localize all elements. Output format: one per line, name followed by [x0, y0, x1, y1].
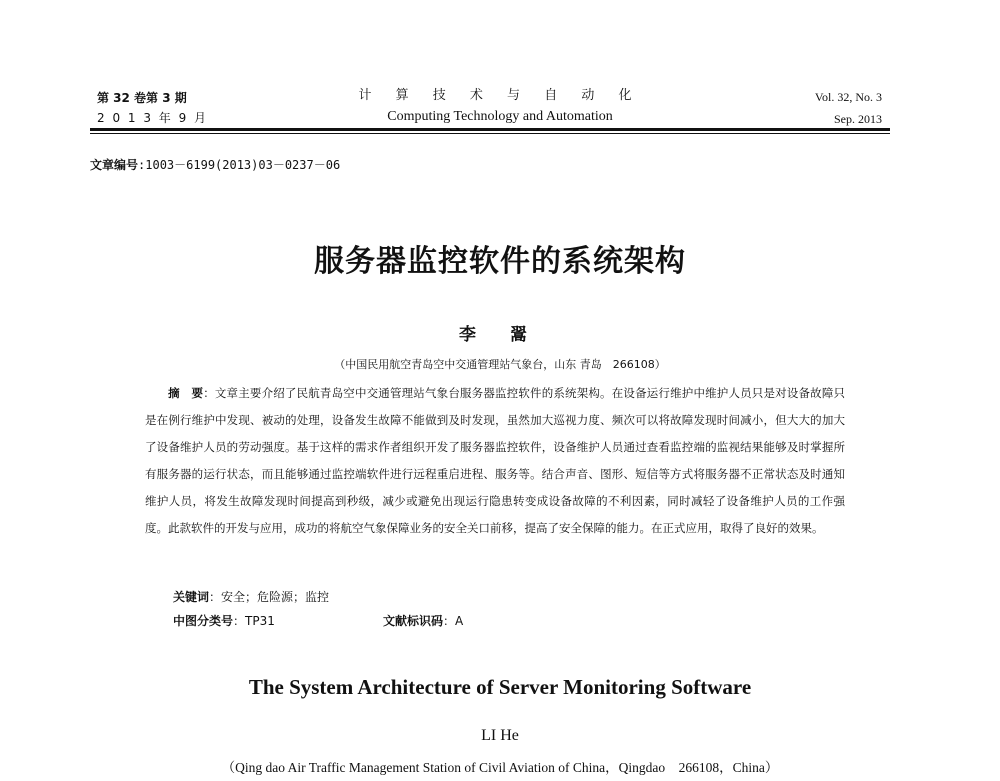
clc-label: 中图分类号 — [173, 614, 234, 628]
volume-cn: 第 32 卷第 3 期 — [97, 91, 187, 105]
article-number — [90, 156, 340, 173]
author-cn: 李 翯 — [459, 325, 541, 345]
clc-number — [173, 612, 275, 629]
document-code-label: 文献标识码 — [383, 614, 444, 628]
abstract — [145, 380, 845, 542]
affiliation-en: （Qing dao Air Traffic Management Station of Civil Aviation of China，Qingdao 266108，China） — [221, 760, 779, 775]
journal-name — [300, 84, 700, 125]
journal-issue-en — [815, 86, 882, 130]
keywords-label: 关键词 — [173, 590, 210, 604]
keywords-text: ：安全；危险源；监控 — [209, 590, 330, 604]
header-rule-thin — [90, 133, 890, 134]
clc-text: ：TP31 — [233, 614, 275, 628]
journal-name-cn: 计 算 技 术 与 自 动 化 — [358, 88, 642, 103]
abstract-text: ：文章主要介绍了民航青岛空中交通管理站气象台服务器监控软件的系统架构。在设备运行维护中维护人员只是对设备故障只是在例行维护中发现、被动的处理，设备发生故障不能做到及时发现，虽然加大巡视力度、频次可以将故障发现时间减小，但大大的加大了设备维护人员的劳动强度。基于这样的需求作者组织开发了服务器监控软件，设备维护人员通过查看监控端的监视结果能够及时掌握所有服务器的运行状态，而且能够通过监控端软件进行远程重启进程、服务等。结合声音、图形、短信等方式将服务器不正常状态及时通知维护人员，将发生故障发现时间提高到秒级，减少或避免出现运行隐患转变成设备故障的不利因素，同时减轻了设备维护人员的工作强度。此款软件的开发与应用，成功的将航空气象保障业务的安全关口前移，提高了安全保障的能力。在正式应用，取得了良好的效果。 — [145, 386, 846, 535]
journal-name-en: Computing Technology and Automation — [387, 109, 613, 124]
article-number-value: :1003－6199(2013)03－0237－06 — [138, 158, 341, 172]
date-cn: 2 0 1 3 年 9 月 — [97, 111, 209, 125]
title-en: The System Architecture of Server Monitoring Software — [248, 675, 752, 699]
article-number-label: 文章编号 — [90, 158, 139, 172]
keywords — [173, 588, 329, 605]
author-en: LI He — [481, 727, 519, 744]
document-code-text: ：A — [443, 614, 464, 628]
volume-en: Vol. 32, No. 3 — [814, 90, 882, 104]
document-code — [383, 612, 463, 629]
affiliation-cn: （中国民用航空青岛空中交通管理站气象台，山东 青岛 266108） — [334, 358, 666, 371]
abstract-label: 摘 要 — [168, 386, 204, 400]
header-rule-thick — [90, 128, 890, 131]
journal-issue-cn — [97, 88, 208, 128]
title-cn: 服务器监控软件的系统架构 — [314, 244, 686, 279]
date-en: Sep. 2013 — [834, 112, 882, 126]
